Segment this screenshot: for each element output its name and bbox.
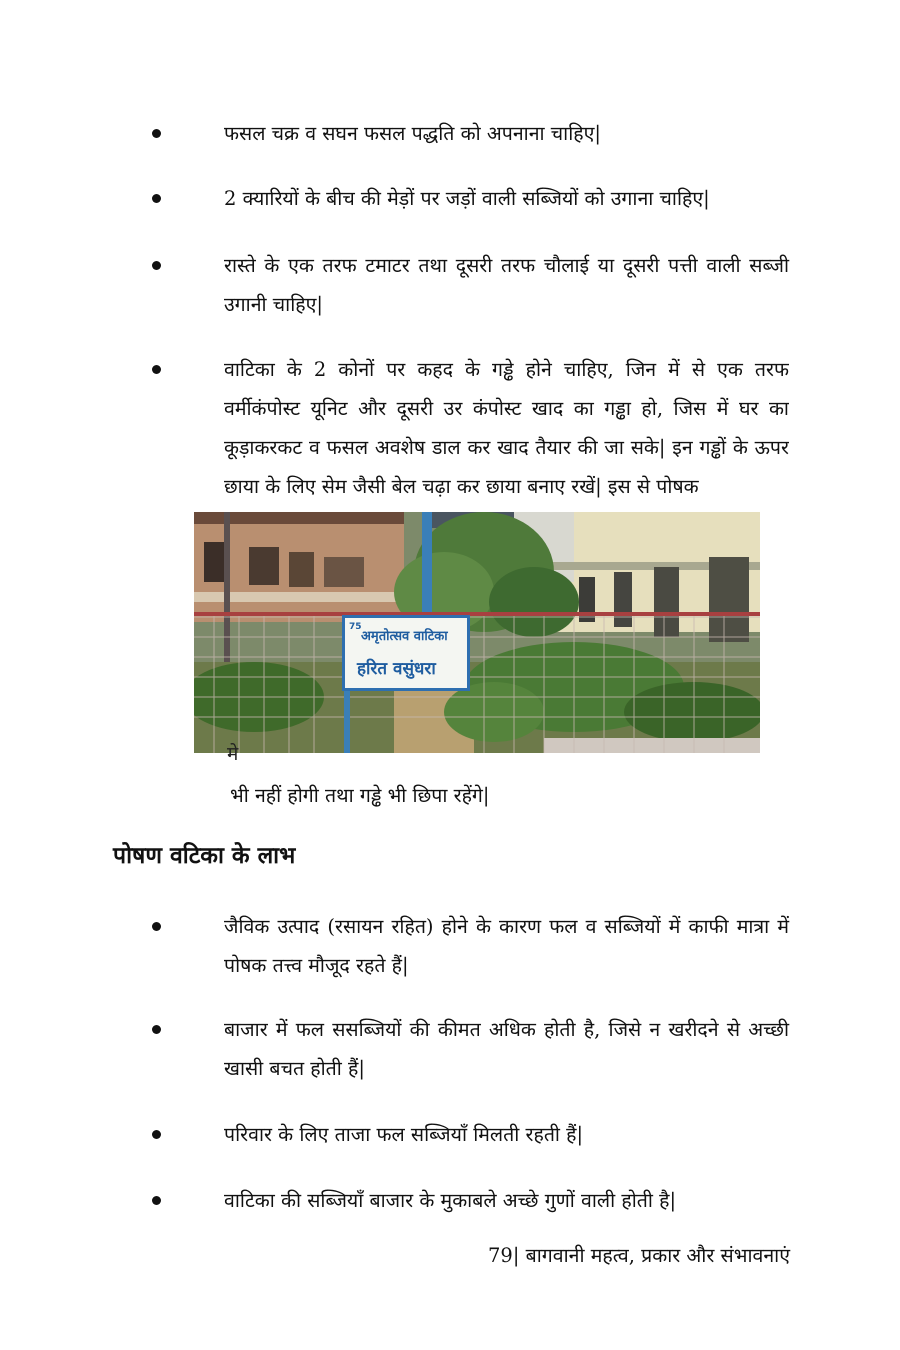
bullet-dot-icon	[152, 922, 161, 931]
bullet-text: रास्ते के एक तरफ टमाटर तथा दूसरी तरफ चौलाई या दूसरी पत्ती वाली सब्जी उगानी चाहिए|	[224, 254, 789, 316]
bullet-dot-icon	[152, 1025, 161, 1034]
bullet-text: वाटिका की सब्जियाँ बाजार के मुकाबले अच्छे गुणों वाली होती है|	[224, 1189, 677, 1212]
stray-text: मे	[227, 743, 239, 765]
bullet-text: जैविक उत्पाद (रसायन रहित) होने के कारण फल व सब्जियों में काफी मात्रा में पोषक तत्त्व मौजूद रहते हैं|	[224, 915, 789, 977]
page-footer: 79| बागवानी महत्व, प्रकार और संभावनाएं	[488, 1244, 790, 1267]
bullet-text: फसल चक्र व सघन फसल पद्धति को अपनाना चाहिए|	[224, 122, 601, 145]
sign-logo: 75	[349, 622, 362, 632]
garden-photo	[194, 512, 760, 753]
sign-subtitle: हरित वसुंधरा	[357, 659, 436, 679]
bullet-dot-icon	[152, 1196, 161, 1205]
bullet-text: 2 क्यारियों के बीच की मेड़ों पर जड़ों वाली सब्जियों को उगाना चाहिए|	[224, 187, 710, 210]
bullet-text: वाटिका के 2 कोनों पर कहद के गड्ढे होने चाहिए, जिन में से एक तरफ वर्मीकंपोस्ट यूनिट और दूसरी उर कंपोस्ट खाद का गड्ढा हो, जिस में घर का कूड़ाकरकट व फसल अवशेष डाल कर खाद तैयार की जा सके| इन गड्ढों के ऊपर छाया के लिए सेम जैसी बेल चढ़ा कर छाया बनाए रखें| इस से पोषक	[224, 358, 789, 498]
bullet-text: परिवार के लिए ताजा फल सब्जियाँ मिलती रहती हैं|	[224, 1123, 584, 1146]
bullet-dot-icon	[152, 129, 161, 138]
bullet-dot-icon	[152, 365, 161, 374]
bullet-dot-icon	[152, 261, 161, 270]
sign-title: अमृतोत्सव वाटिका	[361, 629, 448, 644]
continuation-text: भी नहीं होगी तथा गड्ढे भी छिपा रहेंगे|	[230, 784, 490, 807]
bullet-text: बाजार में फल ससब्जियों की कीमत अधिक होती है, जिसे न खरीदने से अच्छी खासी बचत होती हैं|	[224, 1018, 789, 1080]
sign-board	[342, 615, 470, 691]
bullet-dot-icon	[152, 194, 161, 203]
section-heading: पोषण वटिका के लाभ	[113, 842, 296, 869]
bullet-dot-icon	[152, 1130, 161, 1139]
